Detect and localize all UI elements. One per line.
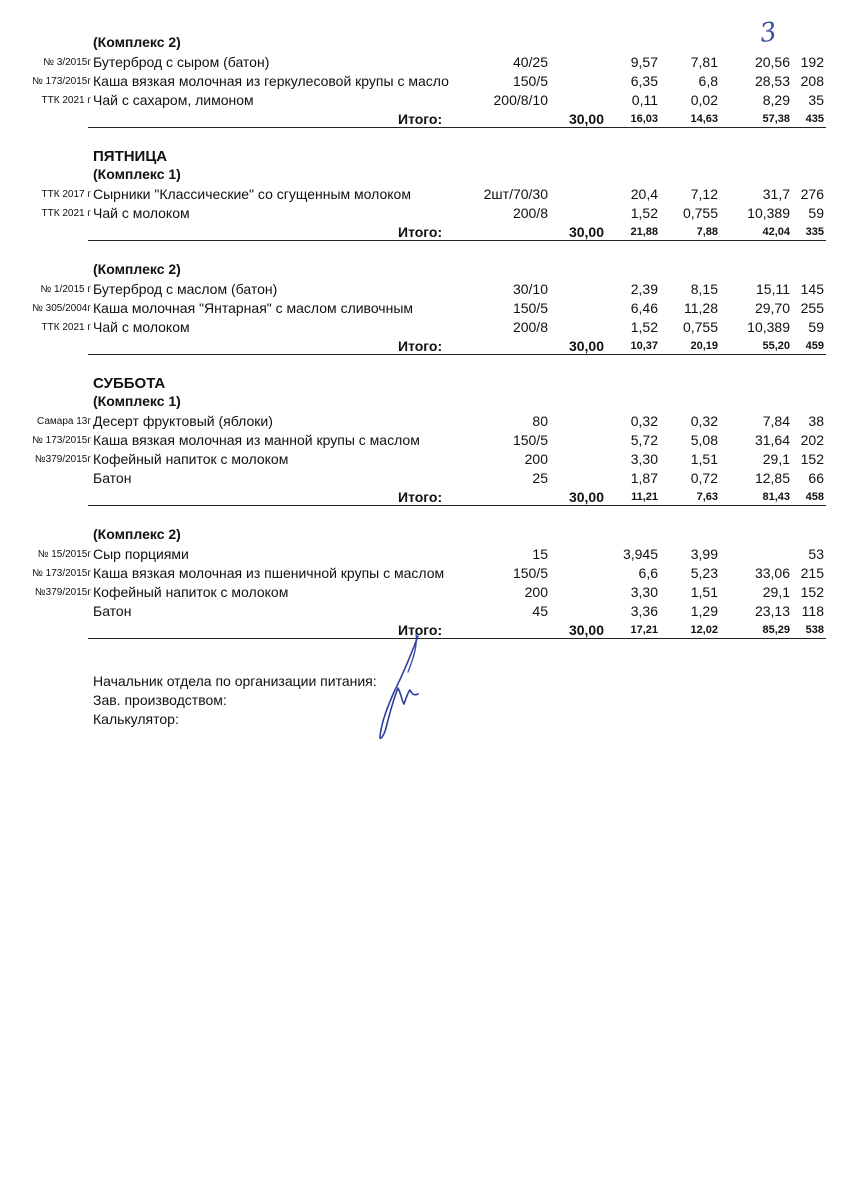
portion-weight: 150/5: [512, 565, 548, 581]
fat-value: 1,51: [690, 451, 718, 467]
carbs-value: 29,70: [754, 300, 790, 316]
recipe-code: № 1/2015 г: [40, 284, 91, 295]
dish-name: Десерт фруктовый (яблоки): [93, 413, 273, 429]
total-label: Итого:: [398, 338, 443, 354]
total-divider: [88, 505, 826, 506]
dish-name: Бутерброд с сыром (батон): [93, 54, 270, 70]
protein-value: 20,4: [630, 186, 658, 202]
protein-value: 3,36: [630, 603, 658, 619]
menu-item-row: [0, 280, 848, 299]
recipe-code: №379/2015г: [34, 587, 91, 598]
menu-item-row: [0, 583, 848, 602]
recipe-code: № 15/2015г: [37, 549, 91, 560]
dish-name: Батон: [93, 603, 132, 619]
protein-value: 2,39: [630, 281, 658, 297]
total-row: [0, 488, 848, 506]
total-label: Итого:: [398, 224, 443, 240]
menu-item-row: [0, 545, 848, 564]
fat-value: 1,51: [690, 584, 718, 600]
total-price: 30,00: [568, 111, 604, 127]
portion-weight: 200/8: [512, 319, 548, 335]
calories-value: 145: [800, 281, 824, 297]
fat-value: 0,72: [690, 470, 718, 486]
fat-value: 7,12: [690, 186, 718, 202]
dish-name: Чай с сахаром, лимоном: [93, 92, 254, 108]
menu-table: [0, 34, 848, 659]
protein-value: 5,72: [630, 432, 658, 448]
protein-value: 6,35: [630, 73, 658, 89]
complex-title: (Комплекс 1): [93, 393, 181, 409]
menu-item-row: [0, 469, 848, 488]
fat-value: 11,28: [684, 300, 718, 316]
total-price: 30,00: [568, 224, 604, 240]
menu-item-row: [0, 412, 848, 431]
dish-name: Каша вязкая молочная из геркулесовой крупы с масло: [93, 73, 449, 89]
portion-weight: 2шт/70/30: [483, 186, 548, 202]
protein-value: 1,87: [630, 470, 658, 486]
carbs-value: 28,53: [754, 73, 790, 89]
calories-value: 255: [800, 300, 824, 316]
fat-value: 7,81: [690, 54, 718, 70]
fat-value: 5,23: [690, 565, 718, 581]
dish-name: Сыр порциями: [93, 546, 189, 562]
calories-value: 38: [808, 413, 824, 429]
calories-value: 152: [800, 451, 824, 467]
carbs-value: 10,389: [747, 205, 790, 221]
carbs-value: 10,389: [747, 319, 790, 335]
total-price: 30,00: [568, 489, 604, 505]
fat-value: 6,8: [698, 73, 718, 89]
total-fat: 12,02: [690, 624, 718, 636]
day-heading: [0, 148, 848, 166]
total-carbs: 55,20: [762, 340, 790, 352]
protein-value: 1,52: [630, 205, 658, 221]
signature-line: Начальник отдела по организации питания:: [93, 673, 377, 689]
menu-section: [0, 526, 848, 639]
complex-heading: [0, 261, 848, 280]
recipe-code: Самара 13г: [36, 416, 91, 427]
total-label: Итого:: [398, 111, 443, 127]
carbs-value: 20,56: [754, 54, 790, 70]
menu-item-row: [0, 91, 848, 110]
menu-item-row: [0, 72, 848, 91]
dish-name: Каша вязкая молочная из манной крупы с маслом: [93, 432, 420, 448]
recipe-code: № 173/2015г: [32, 568, 91, 579]
total-divider: [88, 638, 826, 639]
calories-value: 202: [800, 432, 824, 448]
day-heading: [0, 375, 848, 393]
fat-value: 0,32: [690, 413, 718, 429]
total-carbs: 42,04: [762, 226, 790, 238]
signature-line: Зав. производством:: [93, 692, 227, 708]
protein-value: 3,30: [630, 584, 658, 600]
recipe-code: ТТК 2021 г: [41, 95, 91, 106]
protein-value: 0,32: [630, 413, 658, 429]
menu-item-row: [0, 204, 848, 223]
calories-value: 215: [800, 565, 824, 581]
recipe-code: № 3/2015г: [43, 57, 91, 68]
total-divider: [88, 354, 826, 355]
calories-value: 276: [800, 186, 824, 202]
menu-section: [0, 148, 848, 241]
complex-title: (Комплекс 2): [93, 261, 181, 277]
portion-weight: 200/8: [512, 205, 548, 221]
menu-section: [0, 261, 848, 355]
complex-title: (Комплекс 1): [93, 166, 181, 182]
recipe-code: № 173/2015г: [32, 76, 91, 87]
total-carbs: 85,29: [762, 624, 790, 636]
handwritten-signature: [372, 632, 432, 744]
total-fat: 20,19: [690, 340, 718, 352]
menu-section: [0, 375, 848, 506]
protein-value: 1,52: [630, 319, 658, 335]
menu-section: [0, 34, 848, 128]
calories-value: 53: [808, 546, 824, 562]
carbs-value: 31,7: [762, 186, 790, 202]
calories-value: 192: [800, 54, 824, 70]
portion-weight: 15: [532, 546, 548, 562]
total-row: [0, 110, 848, 128]
protein-value: 3,30: [630, 451, 658, 467]
total-protein: 11,21: [631, 491, 658, 503]
fat-value: 0,755: [682, 205, 718, 221]
portion-weight: 150/5: [512, 73, 548, 89]
portion-weight: 150/5: [512, 300, 548, 316]
calories-value: 118: [801, 603, 824, 619]
total-protein: 21,88: [630, 226, 658, 238]
complex-heading: [0, 34, 848, 53]
portion-weight: 200: [524, 584, 548, 600]
portion-weight: 40/25: [512, 54, 548, 70]
calories-value: 208: [800, 73, 824, 89]
dish-name: Каша молочная "Янтарная" с маслом сливочным: [93, 300, 414, 316]
recipe-code: ТТК 2021 г: [41, 208, 91, 219]
fat-value: 5,08: [690, 432, 718, 448]
complex-title: (Комплекс 2): [93, 526, 181, 542]
complex-heading: [0, 526, 848, 545]
carbs-value: 12,85: [754, 470, 790, 486]
menu-item-row: [0, 318, 848, 337]
menu-item-row: [0, 602, 848, 621]
recipe-code: ТТК 2021 г: [41, 322, 91, 333]
protein-value: 9,57: [630, 54, 658, 70]
total-label: Итого:: [398, 622, 443, 638]
fat-value: 0,02: [690, 92, 718, 108]
signature-block: [93, 672, 377, 729]
dish-name: Батон: [93, 470, 132, 486]
total-fat: 7,88: [696, 226, 718, 238]
protein-value: 3,945: [622, 546, 658, 562]
total-protein: 10,37: [630, 340, 658, 352]
calories-value: 152: [800, 584, 824, 600]
dish-name: Кофейный напиток с молоком: [93, 584, 289, 600]
carbs-value: 15,11: [756, 281, 790, 297]
carbs-value: 8,29: [762, 92, 790, 108]
total-calories: 458: [805, 491, 824, 503]
carbs-value: 31,64: [754, 432, 790, 448]
recipe-code: №379/2015г: [34, 454, 91, 465]
dish-name: Чай с молоком: [93, 319, 190, 335]
menu-item-row: [0, 53, 848, 72]
total-divider: [88, 127, 826, 128]
carbs-value: 29,1: [762, 584, 790, 600]
carbs-value: 33,06: [754, 565, 790, 581]
complex-heading: [0, 166, 848, 185]
day-title: ПЯТНИЦА: [93, 148, 168, 165]
recipe-code: № 305/2004г: [32, 303, 91, 314]
total-calories: 459: [805, 340, 824, 352]
calories-value: 59: [808, 319, 824, 335]
page-number: 3: [757, 16, 779, 50]
menu-item-row: [0, 564, 848, 583]
calories-value: 35: [808, 92, 824, 108]
fat-value: 1,29: [690, 603, 718, 619]
protein-value: 0,11: [631, 92, 658, 108]
fat-value: 0,755: [682, 319, 718, 335]
day-title: СУББОТА: [93, 375, 166, 392]
total-calories: 335: [805, 226, 824, 238]
portion-weight: 25: [532, 470, 548, 486]
recipe-code: ТТК 2017 г: [41, 189, 91, 200]
total-fat: 14,63: [690, 113, 718, 125]
menu-item-row: [0, 450, 848, 469]
carbs-value: 29,1: [762, 451, 790, 467]
fat-value: 8,15: [690, 281, 718, 297]
carbs-value: 7,84: [762, 413, 790, 429]
total-carbs: 57,38: [762, 113, 790, 125]
total-divider: [88, 240, 826, 241]
menu-item-row: [0, 431, 848, 450]
menu-item-row: [0, 185, 848, 204]
portion-weight: 200: [524, 451, 548, 467]
dish-name: Сырники "Классические" со сгущенным молоком: [93, 186, 411, 202]
total-fat: 7,63: [696, 491, 718, 503]
dish-name: Кофейный напиток с молоком: [93, 451, 289, 467]
total-row: [0, 337, 848, 355]
portion-weight: 200/8/10: [493, 92, 548, 108]
dish-name: Каша вязкая молочная из пшеничной крупы с маслом: [93, 565, 445, 581]
total-price: 30,00: [568, 622, 604, 638]
menu-item-row: [0, 299, 848, 318]
total-protein: 17,21: [630, 624, 658, 636]
complex-title: (Комплекс 2): [93, 34, 181, 50]
complex-heading: [0, 393, 848, 412]
dish-name: Чай с молоком: [93, 205, 190, 221]
total-protein: 16,03: [630, 113, 658, 125]
signature-line: Калькулятор:: [93, 711, 179, 727]
recipe-code: № 173/2015г: [32, 435, 91, 446]
carbs-value: 23,13: [754, 603, 790, 619]
portion-weight: 80: [532, 413, 548, 429]
total-label: Итого:: [398, 489, 443, 505]
portion-weight: 30/10: [512, 281, 548, 297]
protein-value: 6,6: [638, 565, 658, 581]
protein-value: 6,46: [630, 300, 658, 316]
dish-name: Бутерброд с маслом (батон): [93, 281, 278, 297]
calories-value: 66: [808, 470, 824, 486]
total-calories: 435: [805, 113, 824, 125]
portion-weight: 150/5: [512, 432, 548, 448]
portion-weight: 45: [532, 603, 548, 619]
total-row: [0, 223, 848, 241]
total-calories: 538: [805, 624, 824, 636]
fat-value: 3,99: [690, 546, 718, 562]
total-carbs: 81,43: [762, 491, 790, 503]
total-price: 30,00: [568, 338, 604, 354]
calories-value: 59: [808, 205, 824, 221]
